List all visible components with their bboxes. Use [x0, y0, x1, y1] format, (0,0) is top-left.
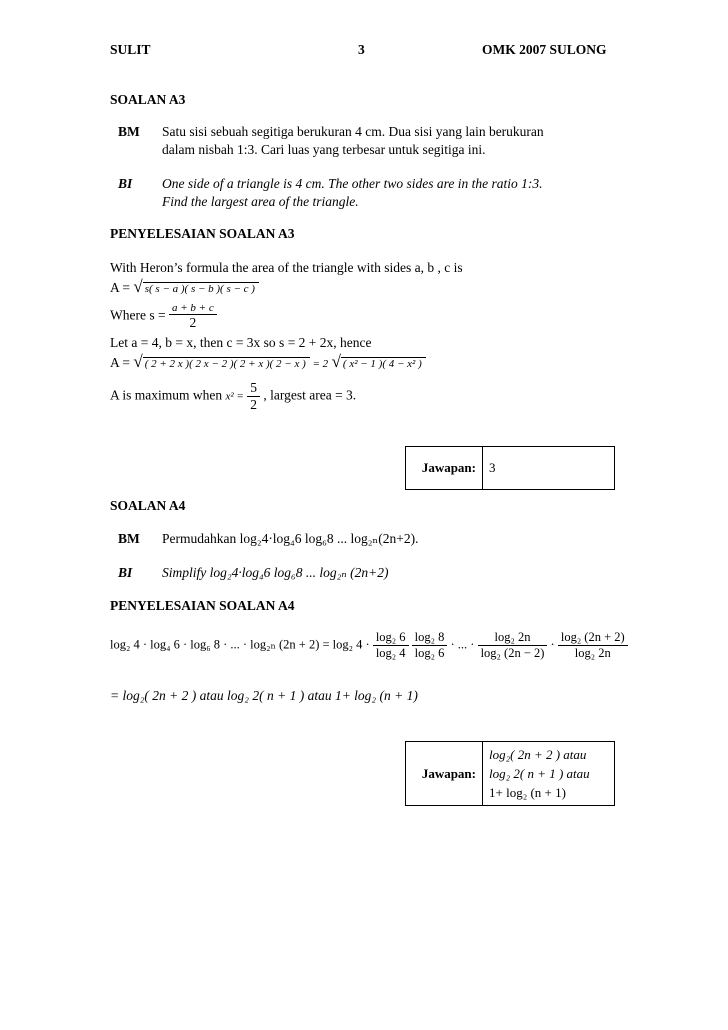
a4-answer-line2: log₂ 2( n + 1 ) atau [489, 766, 590, 781]
a3-bi-line1: One side of a triangle is 4 cm. The other two sides are in the ratio 1:3. [162, 176, 543, 191]
ellipsis: · ... · [450, 637, 475, 652]
fraction-3-den: log₂ (2n − 2) [480, 646, 545, 660]
a4-bi-label: BI [118, 565, 133, 580]
header-left: SULIT [110, 42, 151, 57]
heron-intro: With Heron’s formula the area of the triangle with sides a, b , c is [110, 260, 463, 275]
fraction-3-num: log₂ 2n [478, 630, 548, 646]
max-denominator: 2 [250, 397, 257, 412]
area-eq-2: = 2 [309, 358, 329, 370]
fraction-2-den: log₂ 6 [414, 646, 445, 660]
let-line: Let a = 4, b = x, then c = 3x so s = 2 + 2x, hence [110, 335, 372, 350]
a4-result: = log₂( 2n + 2 ) atau log₂ 2( n + 1 ) atau 1+ log₂ (n + 1) [110, 688, 418, 703]
a3-answer-label: Jawapan: [406, 447, 483, 490]
max-line [110, 380, 356, 413]
a4-solution-title: PENYELESAIAN SOALAN A4 [110, 598, 295, 613]
a4-bm-text: Permudahkan log₂4·log₄6 log₆8 ... log₂ₙ(2n+2). [162, 531, 419, 546]
max-tail: , largest area = 3. [263, 387, 357, 403]
a3-bi-label: BI [118, 176, 133, 191]
root-icon: √ [331, 352, 341, 371]
max-numerator: 5 [247, 380, 260, 397]
dot: · [550, 637, 555, 652]
fraction-4 [558, 630, 628, 661]
s-numerator: a + b + c [169, 302, 217, 315]
a3-title: SOALAN A3 [110, 92, 186, 107]
area-expr-2: ( x² − 1 )( 4 − x² ) [341, 357, 426, 370]
a4-bm-label: BM [118, 531, 140, 546]
s-fraction [169, 302, 217, 331]
a4-bi-text: Simplify log₂4·log₄6 log₆8 ... log₂ₙ (2n+2) [162, 565, 389, 580]
a3-solution-title: PENYELESAIAN SOALAN A3 [110, 226, 295, 241]
max-fraction [247, 380, 260, 413]
a-equals: A = [110, 280, 130, 295]
a3-bm-label: BM [118, 124, 140, 139]
fraction-3 [478, 630, 548, 661]
a4-answer-line1: log₂( 2n + 2 ) atau [489, 747, 587, 762]
fraction-2 [412, 630, 448, 661]
max-text: A is maximum when [110, 387, 223, 403]
s-definition [110, 302, 217, 331]
where-label: Where s = [110, 307, 166, 323]
area-expr-1: ( 2 + 2 x )( 2 x − 2 )( 2 + x )( 2 − x ) [143, 357, 310, 370]
max-x: x² = [225, 390, 244, 403]
heron-expression: s( s − a )( s − b )( s − c ) [143, 282, 259, 295]
a3-bm-line1: Satu sisi sebuah segitiga berukuran 4 cm. Dua sisi yang lain berukuran [162, 124, 544, 139]
fraction-1-num: log₂ 6 [373, 630, 409, 646]
lhs: log₂ 4 · log₄ 6 · log₆ 8 · ... · log₂ₙ (2n + 2) = log₂ 4 · [110, 637, 370, 652]
fraction-1 [373, 630, 409, 661]
area-expression [110, 352, 426, 372]
a4-title: SOALAN A4 [110, 498, 186, 513]
a-equals-2: A = [110, 355, 130, 370]
header-right: OMK 2007 SULONG [482, 42, 607, 57]
root-icon: √ [133, 277, 143, 296]
a4-answer-line3: 1+ log₂ (n + 1) [489, 785, 566, 800]
page-number: 3 [358, 42, 365, 57]
a4-answer-box [405, 741, 615, 806]
root-icon: √ [133, 352, 143, 371]
a4-answer-label: Jawapan: [406, 742, 483, 806]
fraction-2-num: log₂ 8 [412, 630, 448, 646]
a3-bm-line2: dalam nisbah 1:3. Cari luas yang terbesar untuk segitiga ini. [162, 142, 486, 157]
fraction-4-num: log₂ (2n + 2) [558, 630, 628, 646]
a3-answer-box [405, 446, 615, 490]
fraction-4-den: log₂ 2n [574, 646, 611, 660]
heron-formula [110, 277, 259, 297]
a4-answer-value [483, 742, 615, 806]
fraction-1-den: log₂ 4 [375, 646, 406, 660]
a3-bi-line2: Find the largest area of the triangle. [162, 194, 359, 209]
a3-answer-value: 3 [483, 447, 615, 490]
s-denominator: 2 [189, 315, 197, 330]
log-product-equation [110, 630, 628, 661]
